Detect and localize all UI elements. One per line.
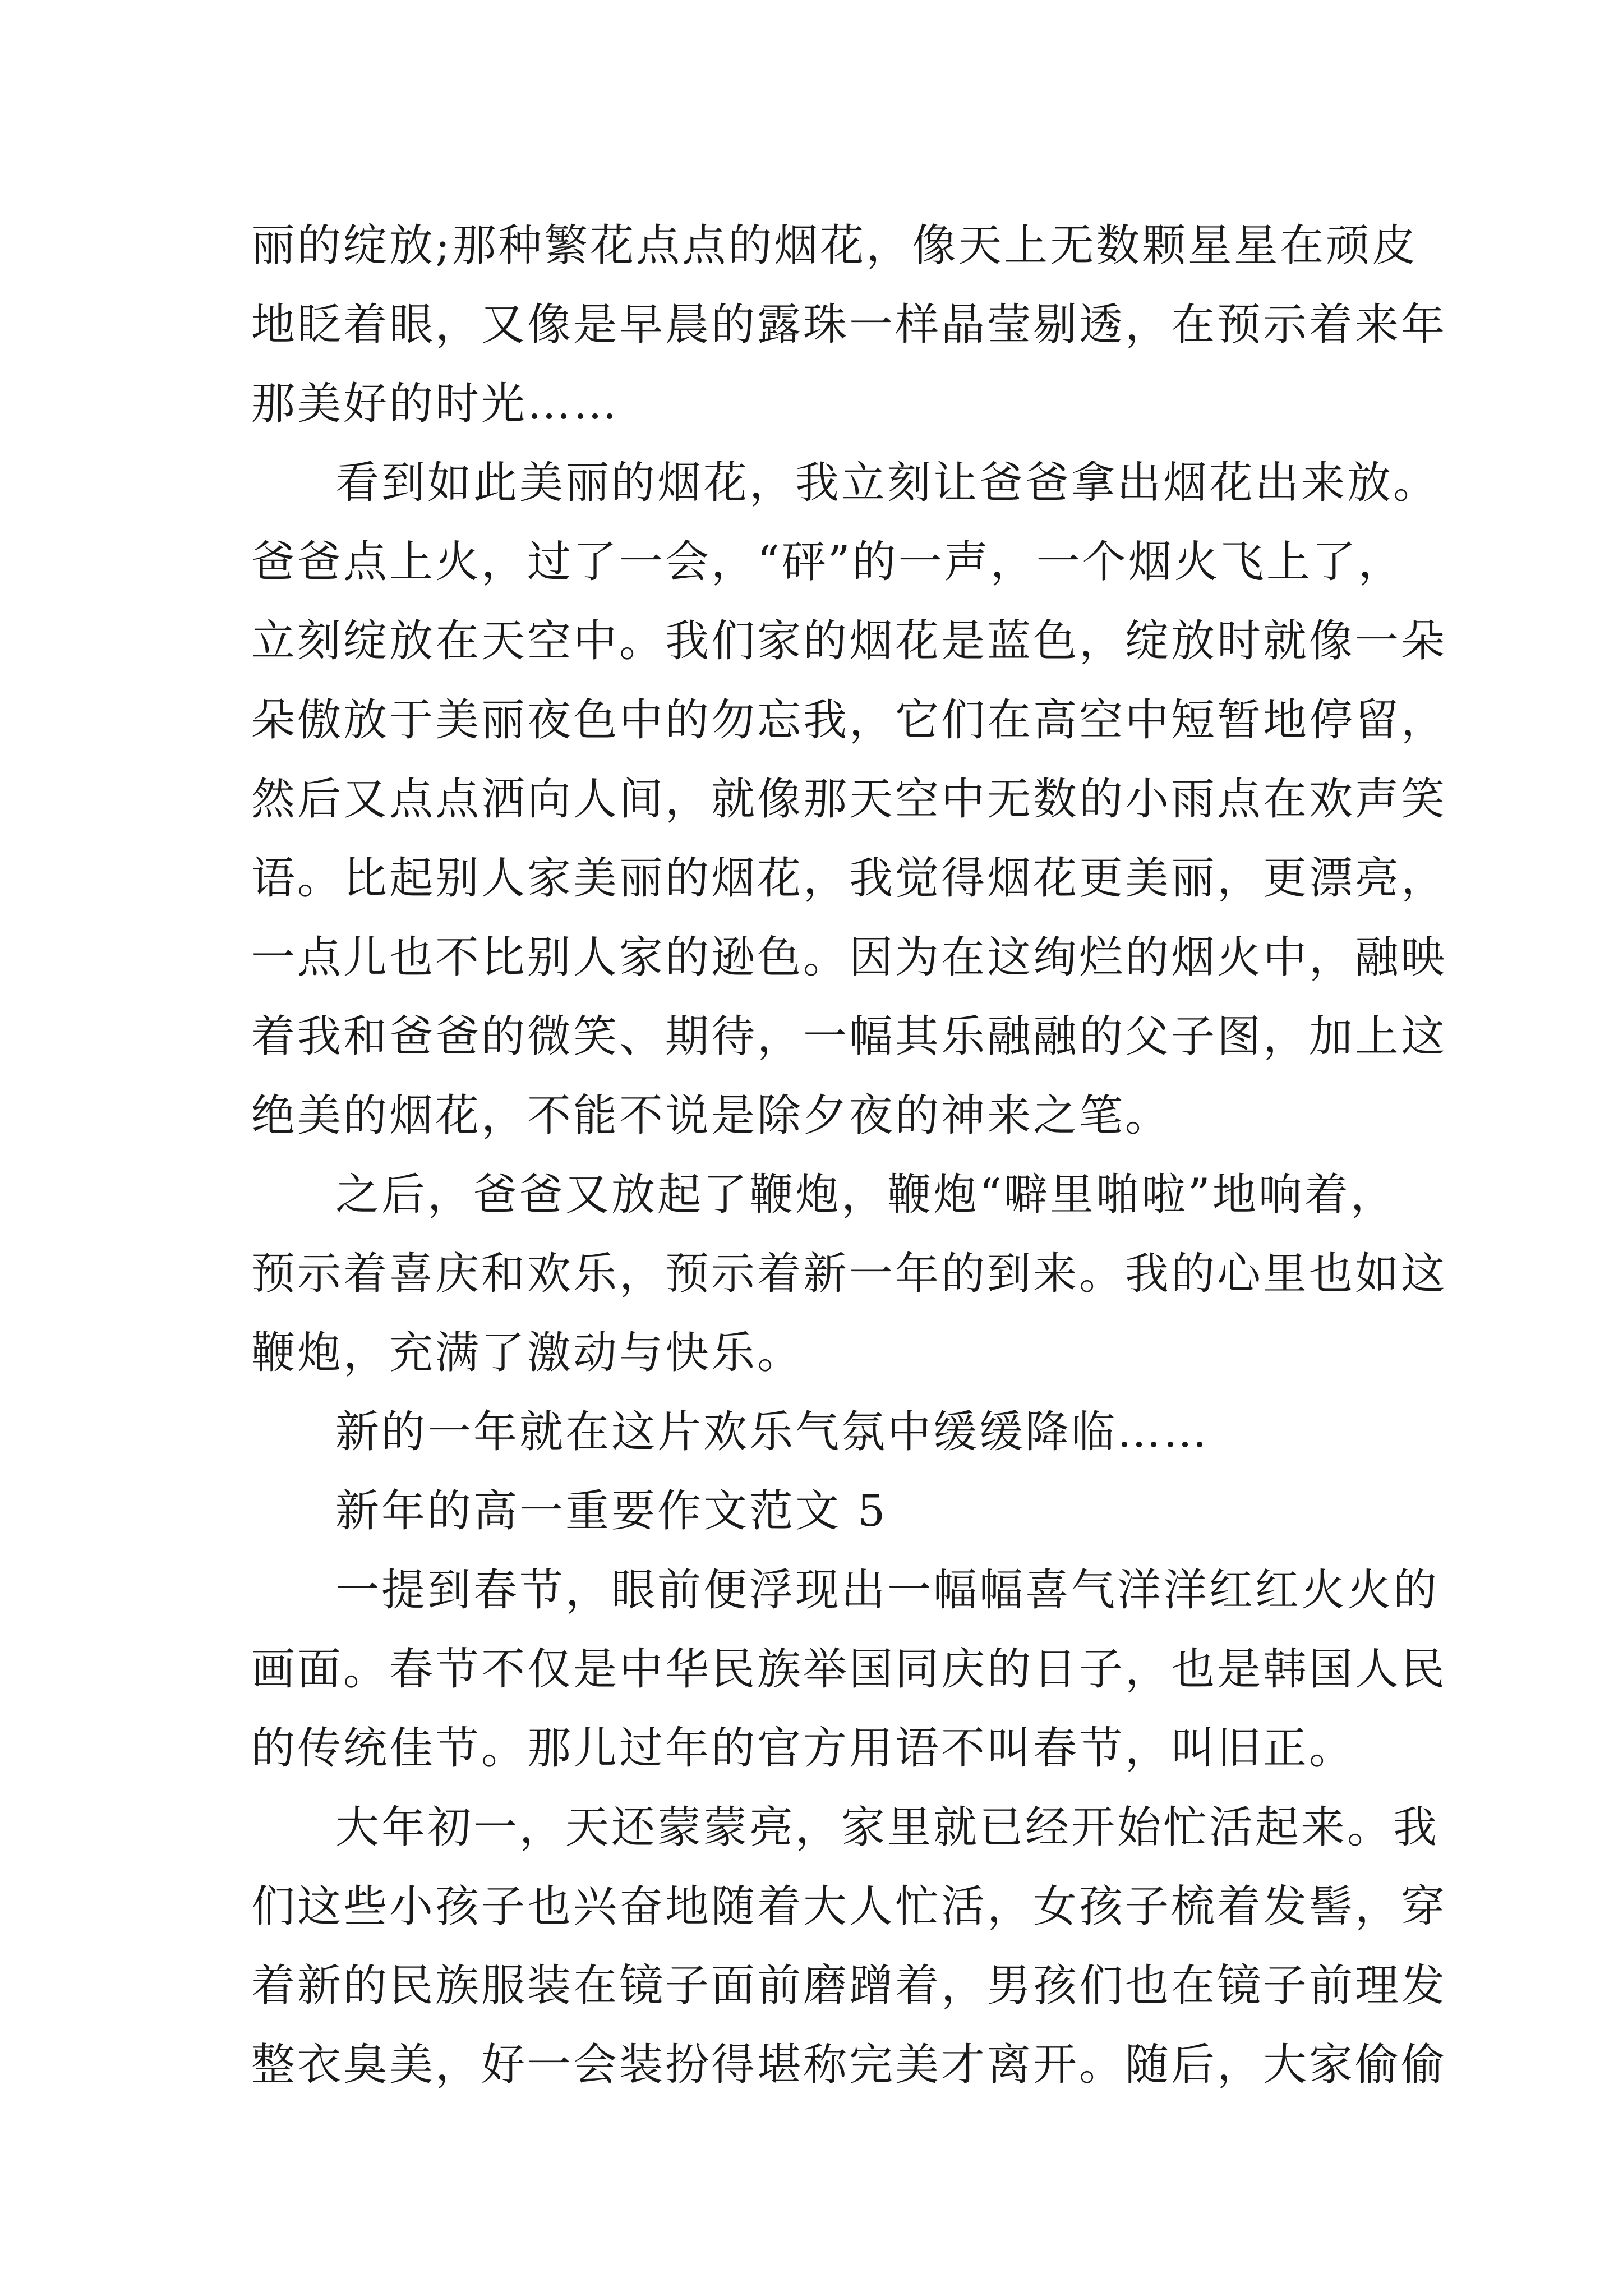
paragraph-start: 看到如此美丽的烟花，我立刻让爸爸拿出烟花出来放。: [335, 458, 1440, 508]
text-line: 语。比起别人家美丽的烟花，我觉得烟花更美丽，更漂亮，: [251, 853, 1447, 904]
text-line: 那美好的时光……: [251, 379, 620, 429]
text-line: 爸爸点上火，过了一会，“砰”的一声，一个烟火飞上了，: [251, 537, 1404, 587]
text-line: 着我和爸爸的微笑、期待，一幅其乐融融的父子图，加上这: [251, 1011, 1447, 1062]
text-line: 朵傲放于美丽夜色中的勿忘我，它们在高空中短暂地停留，: [251, 695, 1447, 746]
text-line: 立刻绽放在天空中。我们家的烟花是蓝色，绽放时就像一朵: [251, 616, 1447, 666]
text-line: 然后又点点洒向人间，就像那天空中无数的小雨点在欢声笑: [251, 774, 1447, 825]
text-line: 丽的绽放;那种繁花点点的烟花，像天上无数颗星星在顽皮: [251, 220, 1418, 271]
paragraph-start: 大年初一，天还蒙蒙亮，家里就已经开始忙活起来。我: [335, 1802, 1440, 1853]
text-line: 地眨着眼，又像是早晨的露珠一样晶莹剔透，在预示着来年: [251, 300, 1447, 350]
paragraph-start: 新的一年就在这片欢乐气氛中缓缓降临……: [335, 1407, 1210, 1457]
text-line: 画面。春节不仅是中华民族举国同庆的日子，也是韩国人民: [251, 1644, 1447, 1695]
text-line: 着新的民族服装在镜子面前磨蹭着，男孩们也在镜子前理发: [251, 1961, 1447, 2011]
text-line: 一点儿也不比别人家的逊色。因为在这绚烂的烟火中，融映: [251, 932, 1447, 983]
text-line: 绝美的烟花，不能不说是除夕夜的神来之笔。: [251, 1091, 1172, 1141]
section-heading: 新年的高一重要作文范文 5: [335, 1486, 888, 1536]
paragraph-start: 一提到春节，眼前便浮现出一幅幅喜气洋洋红红火火的: [335, 1565, 1440, 1616]
text-line: 预示着喜庆和欢乐，预示着新一年的到来。我的心里也如这: [251, 1249, 1447, 1299]
paragraph-start: 之后，爸爸又放起了鞭炮，鞭炮“噼里啪啦”地响着，: [335, 1170, 1396, 1220]
text-line: 鞭炮，充满了激动与快乐。: [251, 1328, 804, 1378]
text-line: 的传统佳节。那儿过年的官方用语不叫春节，叫旧正。: [251, 1723, 1355, 1774]
text-line: 整衣臭美，好一会装扮得堪称完美才离开。随后，大家偷偷: [251, 2040, 1447, 2090]
text-line: 们这些小孩子也兴奋地随着大人忙活，女孩子梳着发髻，穿: [251, 1881, 1447, 1932]
